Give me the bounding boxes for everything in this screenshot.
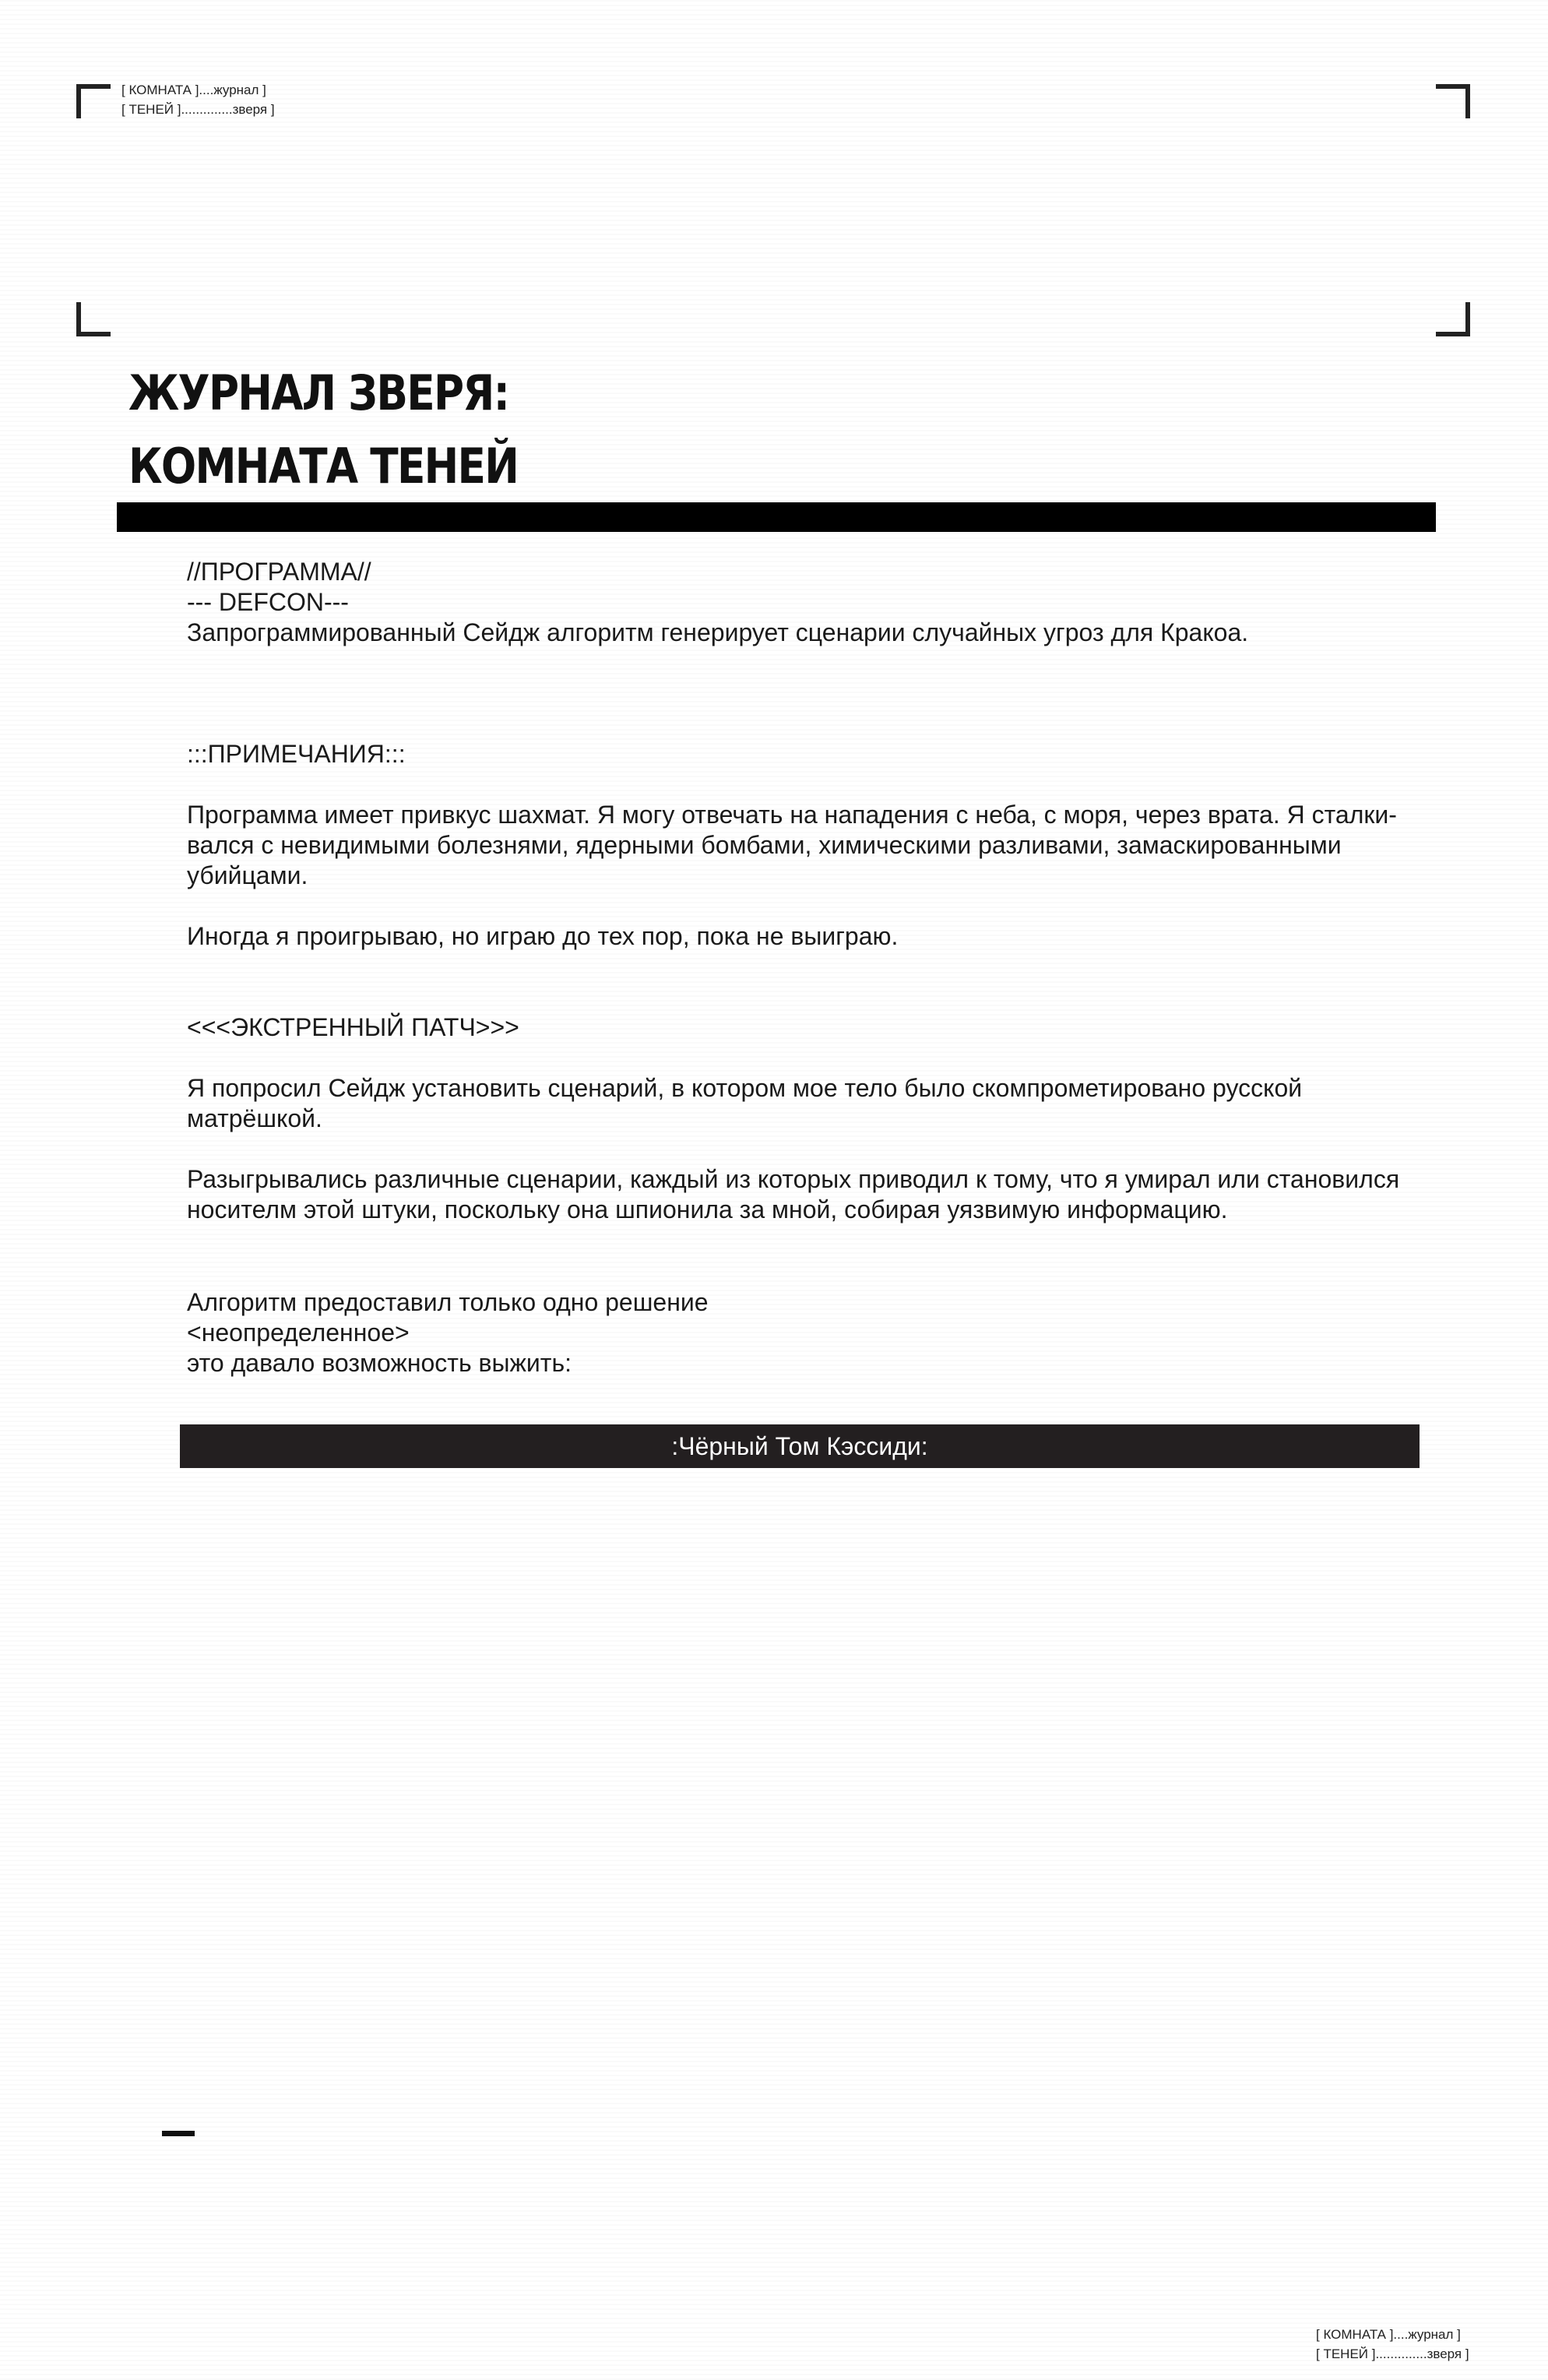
notes-paragraph-2: Иногда я проигрываю, но играю до тех пор, пока не выиграю. [187,922,899,950]
notes-label: :::ПРИМЕЧАНИЯ::: [187,740,406,768]
program-label: //ПРОГРАММА// [187,558,371,586]
title-line-2: КОМНАТА ТЕНЕЙ [128,438,519,495]
conclusion-line-1: Алгоритм предоставил только одно решение [187,1288,709,1316]
footer-line-2: [ ТЕНЕЙ ]..............зверя ] [1316,2347,1469,2361]
footer-line-1: [ КОМНАТА ]....журнал ] [1316,2327,1461,2342]
corner-mark-top-left [76,84,111,118]
header-line-1: [ КОМНАТА ]....журнал ] [121,83,266,97]
conclusion-line-3: это давало возможность выжить: [187,1349,572,1377]
title-line-1: ЖУРНАЛ ЗВЕРЯ: [128,364,509,421]
patch-paragraph-2: Разыгрывались различные сценарии, каждый из которых приводил к тому, что я умирал или становился носителм этой штуки, поскольку она шпионила за мной, собирая уязвимую информацию. [187,1165,1400,1223]
page-footer [1316,2325,1469,2364]
corner-mark-bottom-left [76,302,111,336]
corner-mark-bottom-right [1436,302,1470,336]
patch-paragraph-1: Я попросил Сейдж установить сценарий, в котором мое тело было скомпрометировано русской матрёшкой. [187,1074,1303,1132]
patch-label: <<<ЭКСТРЕННЫЙ ПАТЧ>>> [187,1013,519,1041]
journal-body [187,557,1425,1378]
notes-paragraph-1: Программа имеет привкус шахмат. Я могу отвечать на нападения с неба, с моря, через врата. Я сталки- вался с невидимыми болезнями, ядерными бомбами, химическими разливами, замаскированными убийцами. [187,801,1397,889]
title-rule [117,502,1436,532]
header-line-2: [ ТЕНЕЙ ]..............зверя ] [121,102,275,117]
corner-mark-top-right [1436,84,1470,118]
page-header [121,80,275,119]
page-dash-mark [162,2131,195,2136]
page-title [128,357,518,503]
signature-bar: :Чёрный Том Кэссиди: [180,1424,1420,1468]
program-description: Запрограммированный Сейдж алгоритм генерирует сценарии случайных угроз для Кракоа. [187,618,1249,646]
conclusion-line-2: <неопределенное> [187,1319,410,1347]
program-name: --- DEFCON--- [187,588,349,616]
